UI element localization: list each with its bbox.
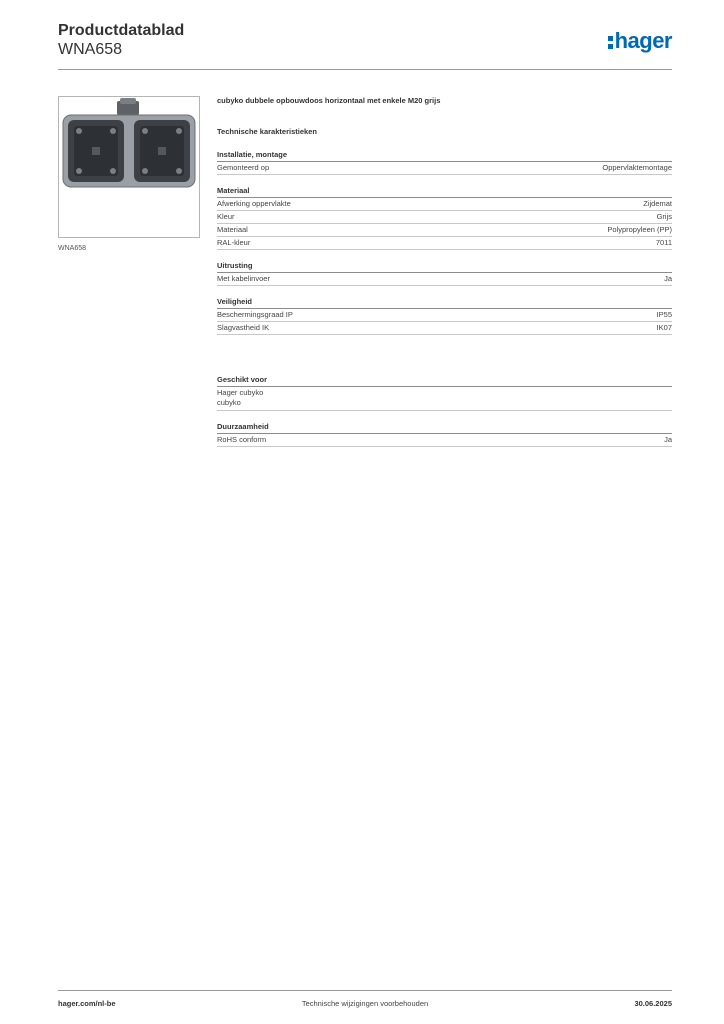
spec-row — [217, 198, 672, 211]
spec-value: IK07 — [656, 323, 672, 332]
section-geschikt-voor — [217, 375, 672, 411]
spec-value: Ja — [664, 274, 672, 283]
document-header — [58, 22, 184, 59]
spec-value: Zijdemat — [643, 199, 672, 208]
section-title: Veiligheid — [217, 297, 672, 309]
spec-label: Kleur — [217, 212, 235, 221]
product-code: WNA658 — [58, 41, 123, 58]
section-title: Duurzaamheid — [217, 422, 672, 434]
spec-row — [217, 273, 672, 286]
logo-text: hager — [614, 28, 672, 53]
section-title: Geschikt voor — [217, 375, 672, 387]
section-installatie-montage — [217, 150, 672, 175]
compatibility-item: cubyko — [217, 398, 241, 407]
spec-row — [217, 211, 672, 224]
footer-notice: Technische wijzigingen voorbehouden — [301, 999, 429, 1008]
section-title: Uitrusting — [217, 261, 672, 273]
section-uitrusting — [217, 261, 672, 286]
spec-row — [217, 237, 672, 250]
spec-value: Polypropyleen (PP) — [607, 225, 672, 234]
footer-website-link[interactable]: hager.com/nl-be — [58, 999, 116, 1008]
document-title: Productdatablad — [58, 22, 185, 39]
technical-heading: Technische karakteristieken — [217, 127, 317, 136]
compatibility-list — [217, 387, 672, 411]
spec-value: 7011 — [655, 238, 672, 247]
spec-row — [217, 224, 672, 237]
image-caption: WNA658 — [58, 245, 87, 252]
spec-row — [217, 322, 672, 335]
spec-value: IP55 — [656, 310, 672, 319]
spec-label: Gemonteerd op — [217, 163, 270, 172]
spec-label: RoHS conform — [217, 435, 267, 444]
spec-value: Oppervlaktemontage — [602, 163, 672, 172]
product-image — [58, 96, 200, 238]
section-materiaal — [217, 186, 672, 250]
hager-logo — [608, 28, 672, 54]
spec-label: RAL-kleur — [217, 238, 251, 247]
section-veiligheid — [217, 297, 672, 335]
product-description: cubyko dubbele opbouwdoos horizontaal met enkele M20 grijs — [217, 96, 441, 105]
compatibility-item: Hager cubyko — [217, 388, 264, 397]
spec-label: Afwerking oppervlakte — [217, 199, 291, 208]
spec-row — [217, 434, 672, 447]
section-duurzaamheid — [217, 422, 672, 447]
section-title: Materiaal — [217, 186, 672, 198]
spec-label: Materiaal — [217, 225, 248, 234]
header-divider — [58, 69, 672, 70]
footer-date: 30.06.2025 — [634, 999, 672, 1008]
spec-row — [217, 309, 672, 322]
spec-row — [217, 162, 672, 175]
spec-label: Met kabelinvoer — [217, 274, 270, 283]
spec-label: Beschermingsgraad IP — [217, 310, 293, 319]
spec-value: Grijs — [656, 212, 672, 221]
logo-dots-icon — [608, 35, 613, 49]
product-details — [217, 96, 672, 447]
spec-label: Slagvastheid IK — [217, 323, 270, 332]
footer-divider — [58, 990, 672, 991]
section-title: Installatie, montage — [217, 150, 672, 162]
double-surface-box-icon — [59, 97, 199, 237]
spec-value: Ja — [664, 435, 672, 444]
